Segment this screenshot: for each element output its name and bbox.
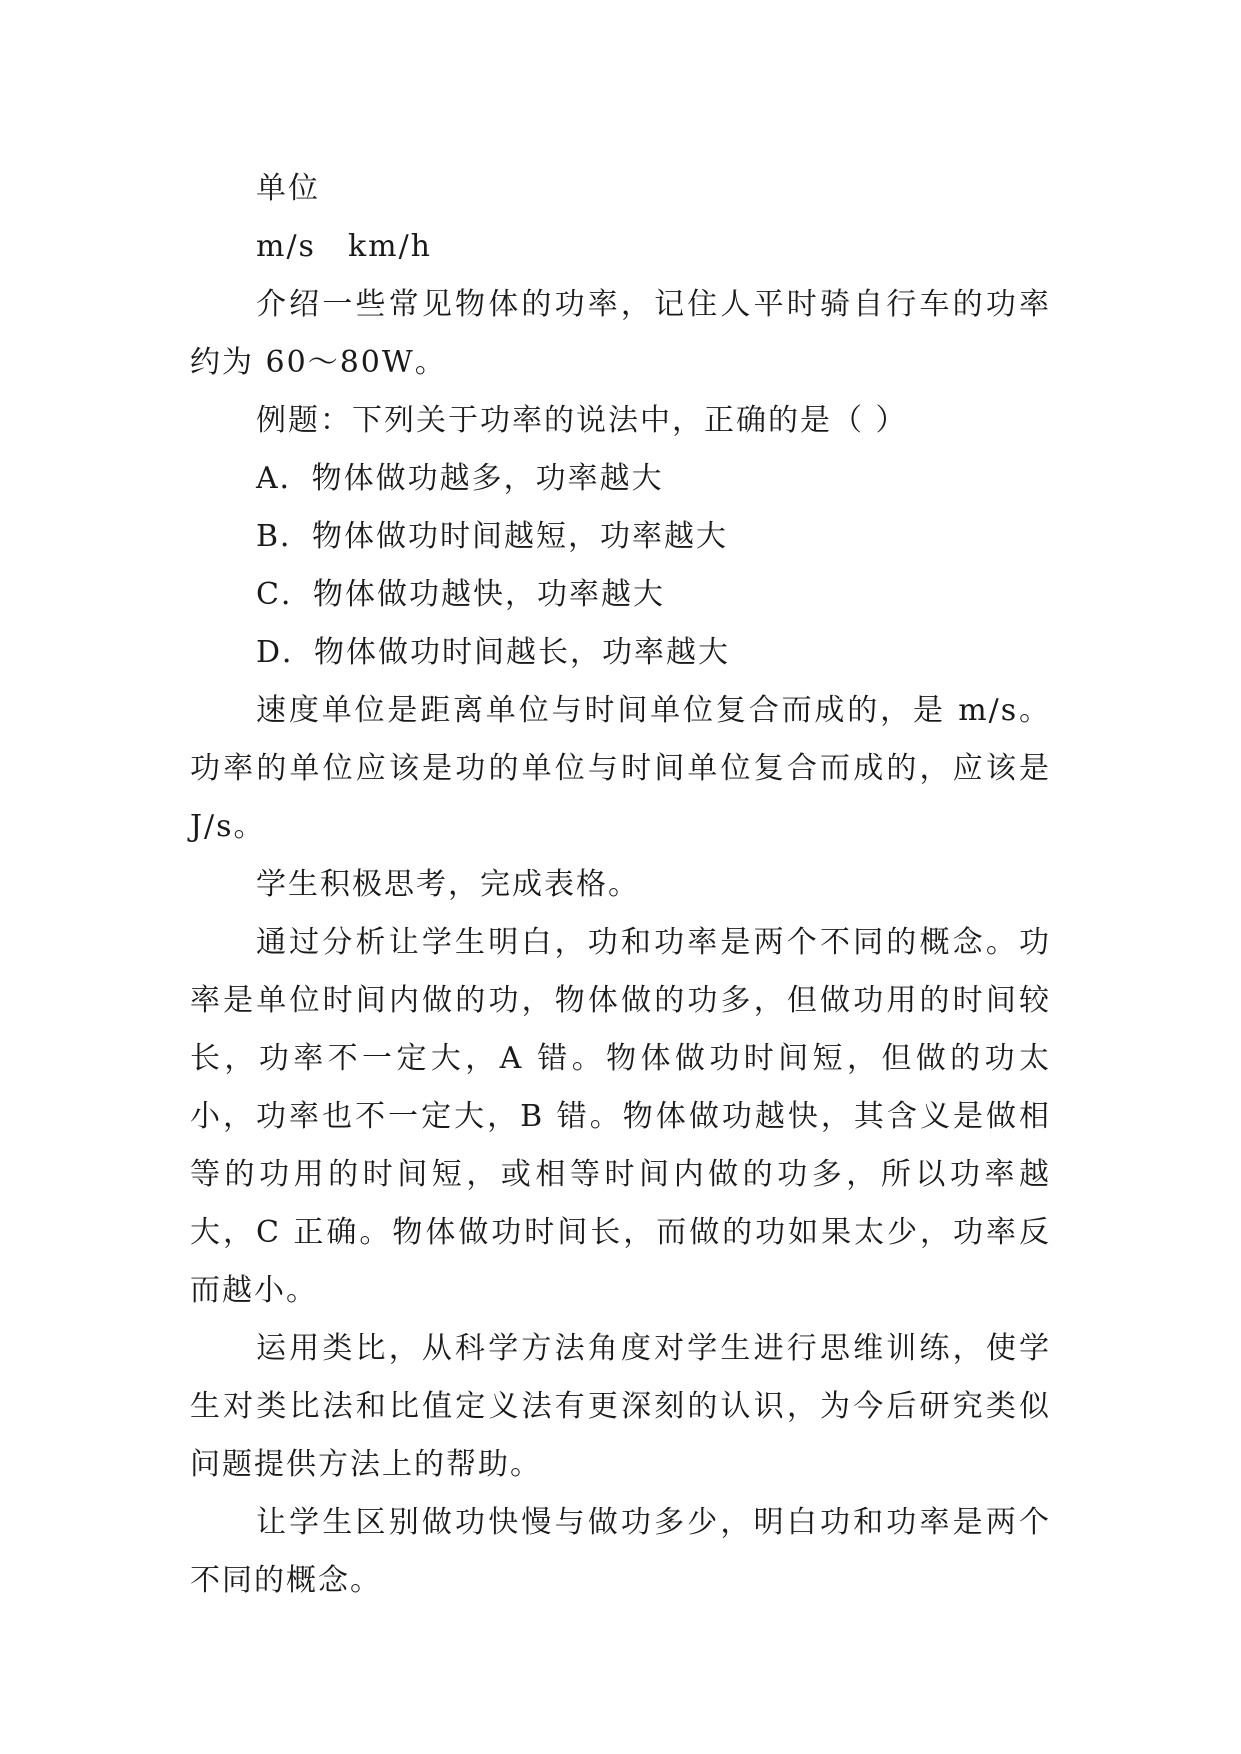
paragraph-unit-explanation: 速度单位是距离单位与时间单位复合而成的，是 m/s。功率的单位应该是功的单位与时间单位复合而成的，应该是 J/s。 — [190, 693, 1051, 844]
paragraph-student-task: 学生积极思考，完成表格。 — [256, 867, 640, 902]
paragraph-example-question: 例题：下列关于功率的说法中，正确的是（ ） — [256, 403, 908, 438]
paragraph-units: m/s km/h — [256, 229, 433, 264]
document-page — [190, 160, 1051, 1610]
paragraph-option-a: A．物体做功越多，功率越大 — [256, 461, 664, 496]
paragraph-analogy: 运用类比，从科学方法角度对学生进行思维训练，使学生对类比法和比值定义法有更深刻的认识，为今后研究类似问题提供方法上的帮助。 — [190, 1331, 1051, 1482]
paragraph-option-d: D．物体做功时间越长，功率越大 — [256, 635, 731, 670]
paragraph-analysis: 通过分析让学生明白，功和功率是两个不同的概念。功率是单位时间内做的功，物体做的功多，但做功用的时间较长，功率不一定大，A 错。物体做功时间短，但做的功太小，功率也不一定大，B 错。物体做功越快，其含义是做相等的功用的时间短，或相等时间内做的功多，所以功率越大，C 正确。物体做功时间长，而做的功如果太少，功率反而越小。 — [190, 925, 1051, 1308]
paragraph-unit-heading: 单位 — [256, 171, 320, 206]
paragraph-power-intro: 介绍一些常见物体的功率，记住人平时骑自行车的功率约为 60～80W。 — [190, 287, 1051, 380]
paragraph-option-c: C．物体做功越快，功率越大 — [256, 577, 665, 612]
paragraph-option-b: B．物体做功时间越短，功率越大 — [256, 519, 729, 554]
paragraph-conclusion: 让学生区别做功快慢与做功多少，明白功和功率是两个不同的概念。 — [190, 1505, 1051, 1598]
